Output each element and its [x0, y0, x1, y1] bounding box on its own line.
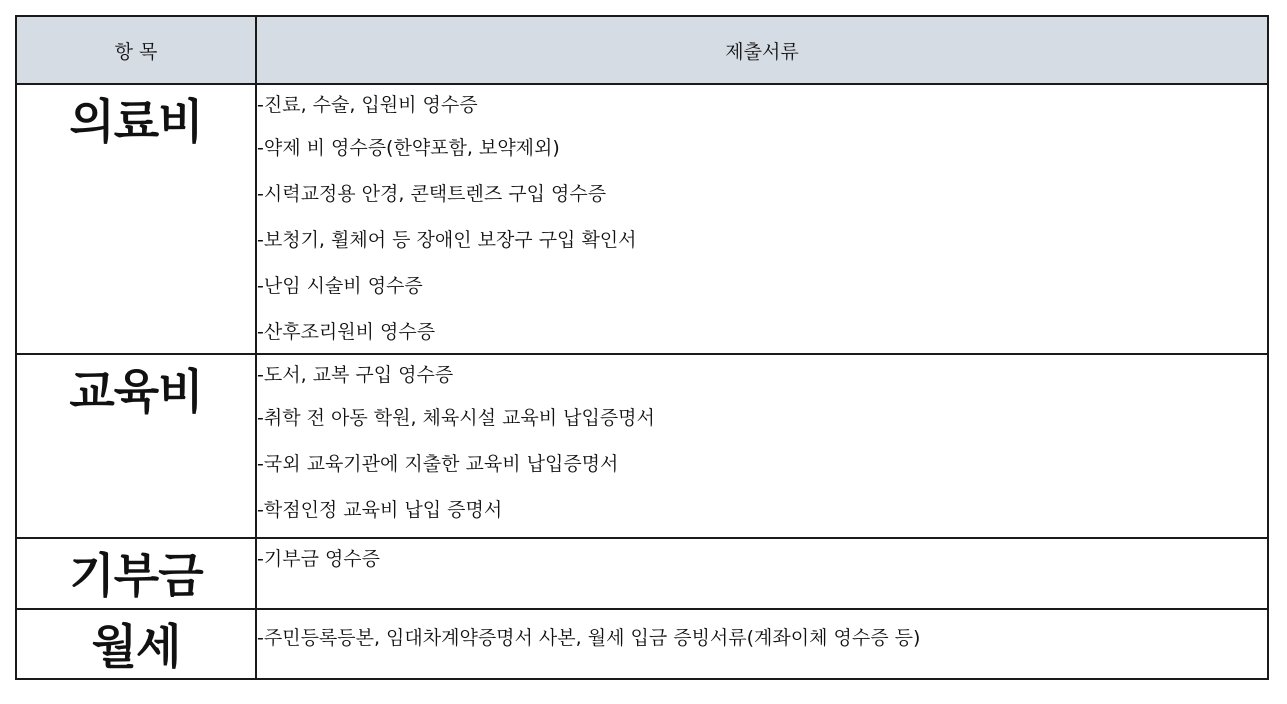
documents-list — [256, 84, 1268, 354]
documents-list — [256, 609, 1268, 679]
table-header-row — [16, 16, 1268, 84]
header-item: 항 목 — [16, 16, 256, 84]
document-item: -도서, 교복 구입 영수증 — [257, 364, 454, 386]
document-item: -국외 교육기관에 지출한 교육비 납입증명서 — [257, 453, 619, 475]
document-item: -난임 시술비 영수증 — [257, 275, 423, 297]
category-medical: 의료비 — [16, 84, 256, 354]
document-item: -진료, 수술, 입원비 영수증 — [257, 94, 478, 116]
document-item: -취학 전 아동 학원, 체육시설 교육비 납입증명서 — [257, 407, 655, 429]
document-item: -학점인정 교육비 납입 증명서 — [257, 499, 503, 521]
document-item: -산후조리원비 영수증 — [257, 321, 436, 343]
documents-list — [256, 354, 1268, 538]
category-education: 교육비 — [16, 354, 256, 538]
document-item: -약제 비 영수증(한약포함, 보약제외) — [257, 137, 560, 159]
table-row — [16, 84, 1268, 354]
table-row — [16, 354, 1268, 538]
category-rent: 월세 — [16, 609, 256, 679]
document-item: -시력교정용 안경, 콘택트렌즈 구입 영수증 — [257, 183, 607, 205]
header-documents: 제출서류 — [256, 16, 1268, 84]
document-item: -보청기, 휠체어 등 장애인 보장구 구입 확인서 — [257, 229, 637, 251]
document-item: -주민등록등본, 임대차계약증명서 사본, 월세 입금 증빙서류(계좌이체 영수증 등) — [257, 627, 921, 649]
table-row — [16, 609, 1268, 679]
documents-list — [256, 538, 1268, 609]
table-row — [16, 538, 1268, 609]
documents-table — [15, 15, 1269, 680]
category-donation: 기부금 — [16, 538, 256, 609]
document-item: -기부금 영수증 — [257, 548, 381, 570]
